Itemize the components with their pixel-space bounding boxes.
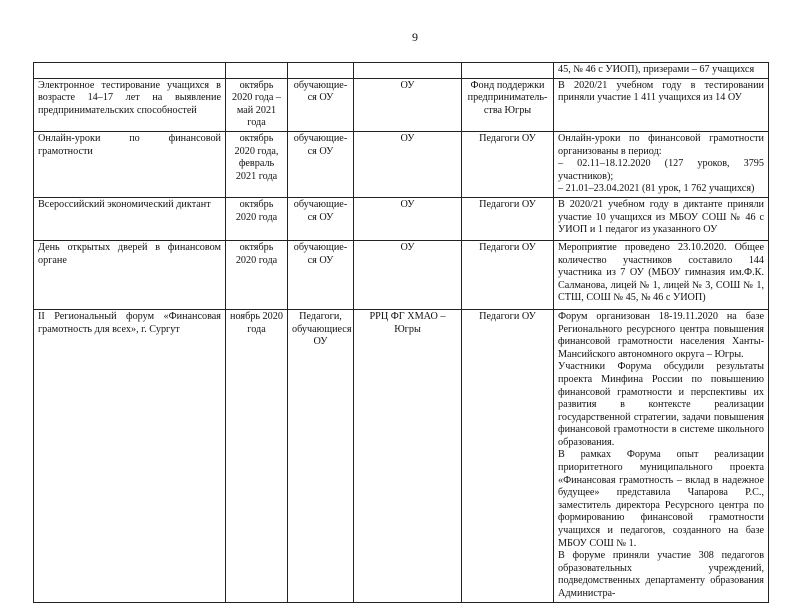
cell-participants: Педагоги, обучающиеся ОУ	[288, 309, 354, 602]
table-row	[34, 197, 769, 240]
activities-table	[33, 62, 769, 603]
cell-results	[554, 131, 769, 197]
cell-results	[554, 309, 769, 602]
result-paragraph: В 2020/21 учебном году в диктанте приняли участие 10 учащихся из МБОУ СОШ № 46 с УИОП и 1 педагог из указанного ОУ	[558, 198, 764, 236]
cell-participants: обучающие-ся ОУ	[288, 240, 354, 309]
table-row	[34, 240, 769, 309]
cell-event: Электронное тестирование учащихся в возрасте 14–17 лет на выявление предпринимательских способностей	[34, 78, 226, 131]
result-paragraph: В форуме приняли участие 308 педагогов образовательных учреждений, подведомственных департаменту образования Администра-	[558, 550, 764, 599]
cell-organizer: ОУ	[354, 240, 462, 309]
cell-event: II Региональный форум «Финансовая грамотность для всех», г. Сургут	[34, 309, 226, 602]
result-paragraph: В 2020/21 учебном году в тестировании приняли участие 1 411 учащихся из 14 ОУ	[558, 79, 764, 104]
result-paragraph: – 02.11–18.12.2020 (127 уроков, 3795 участников);	[558, 158, 764, 182]
cell-dates: ноябрь 2020 года	[226, 309, 288, 602]
cell-partner: Педагоги ОУ	[462, 309, 554, 602]
cell-event: Всероссийский экономический диктант	[34, 197, 226, 240]
cell-partner: Фонд поддержки предприниматель-ства Югры	[462, 78, 554, 131]
table-row	[34, 78, 769, 131]
cell-participants: обучающие-ся ОУ	[288, 78, 354, 131]
result-paragraph: В рамках Форума опыт реализации приоритетного муниципального проекта «Финансовая грамотность – вклад в надежное будущее» представила Чапарова Р.С., заместитель директора Ресурсного центра по формированию финансовой грамотности учащихся и педагогов, созданного на базе МБОУ СОШ № 1.	[558, 449, 764, 549]
cell-partner: Педагоги ОУ	[462, 131, 554, 197]
cell-organizer	[354, 63, 462, 79]
page-number: 9	[412, 30, 418, 44]
result-paragraph: Форум организован 18-19.11.2020 на базе Регионального ресурсного центра повышения финансовой грамотности населения Ханты-Мансийского автономного округа – Югры.	[558, 310, 764, 360]
cell-participants: обучающие-ся ОУ	[288, 197, 354, 240]
cell-event	[34, 63, 226, 79]
cell-dates	[226, 63, 288, 79]
cell-organizer: РРЦ ФГ ХМАО – Югры	[354, 309, 462, 602]
cell-dates: октябрь 2020 года	[226, 197, 288, 240]
cell-dates: октябрь 2020 года – май 2021 года	[226, 78, 288, 131]
result-paragraph: Участники Форума обсудили результаты проекта Минфина России по повышению финансовой грамотности и перспективы их развития в контексте реализации государственной стратегии, задачи повышения финансовой грамотности в системе школьного образования.	[558, 361, 764, 448]
result-paragraph: Онлайн-уроки по финансовой грамотности организованы в период:	[558, 132, 764, 157]
cell-results	[554, 240, 769, 309]
cell-participants: обучающие-ся ОУ	[288, 131, 354, 197]
cell-results	[554, 78, 769, 131]
cell-partner	[462, 63, 554, 79]
table-row	[34, 131, 769, 197]
cell-organizer: ОУ	[354, 197, 462, 240]
cell-partner: Педагоги ОУ	[462, 197, 554, 240]
cell-results: 45, № 46 с УИОП), призерами – 67 учащихся	[554, 63, 769, 79]
cell-organizer: ОУ	[354, 131, 462, 197]
cell-dates: октябрь 2020 года, февраль 2021 года	[226, 131, 288, 197]
cell-results	[554, 197, 769, 240]
cell-organizer: ОУ	[354, 78, 462, 131]
cell-event: День открытых дверей в финансовом органе	[34, 240, 226, 309]
table-row	[34, 309, 769, 602]
result-paragraph: – 21.01–23.04.2021 (81 урок, 1 762 учащихся)	[558, 183, 755, 195]
table-row-continuation	[34, 63, 769, 79]
cell-dates: октябрь 2020 года	[226, 240, 288, 309]
result-paragraph: Мероприятие проведено 23.10.2020. Общее количество участников составило 144 участника из 7 ОУ (МБОУ гимназия им.Ф.К. Салманова, лицей № 1, лицей № 3, СОШ № 1, СТШ, СОШ № 45, № 46 с УИОП)	[558, 241, 764, 304]
cell-partner: Педагоги ОУ	[462, 240, 554, 309]
cell-participants	[288, 63, 354, 79]
cell-event: Онлайн-уроки по финансовой грамотности	[34, 131, 226, 197]
